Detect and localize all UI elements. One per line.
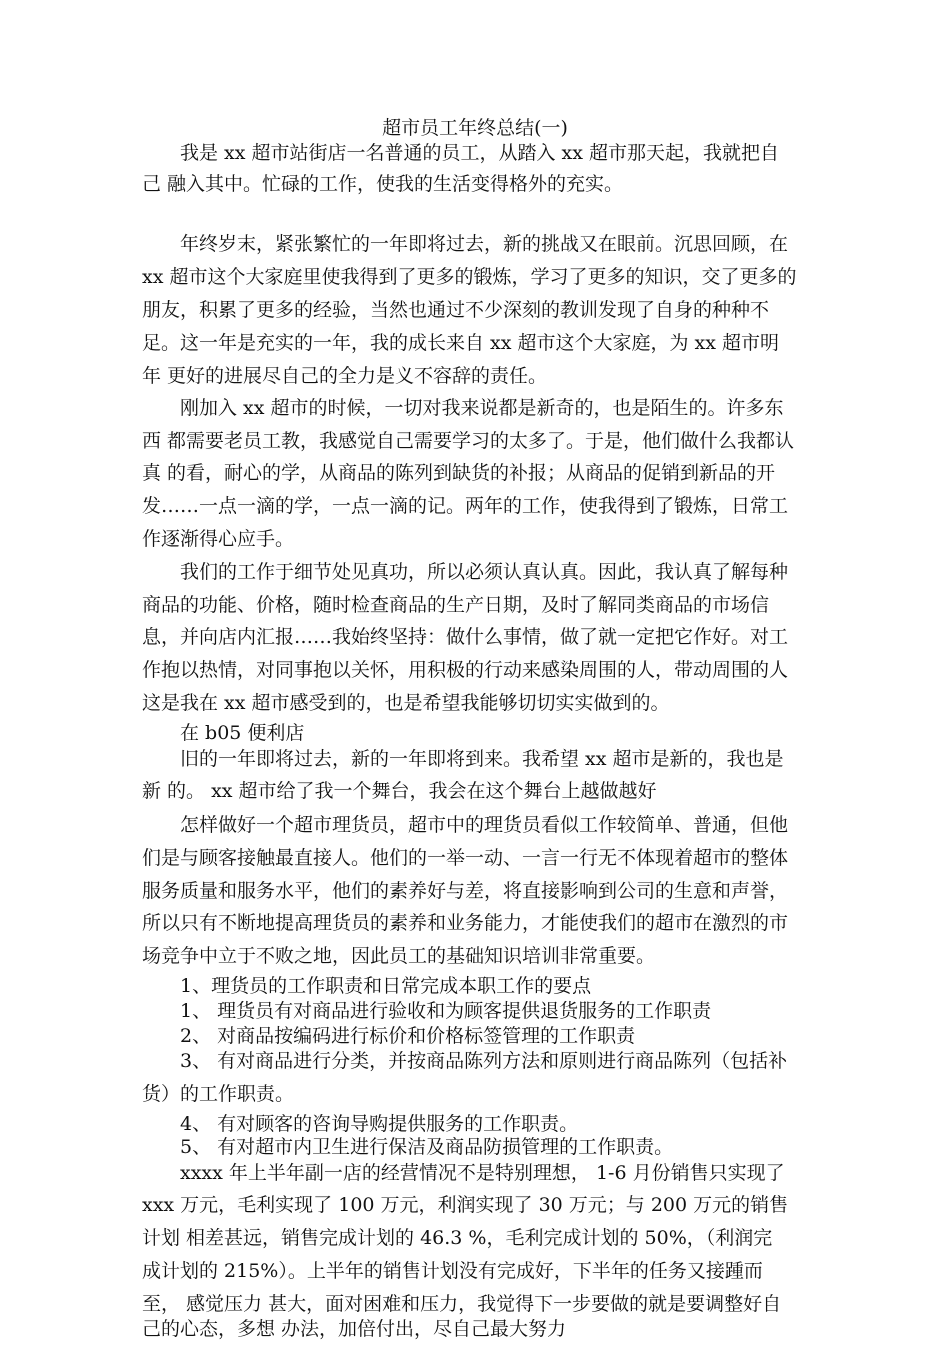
- text-line: 场竞争中立于不败之地，因此员工的基础知识培训非常重要。: [142, 945, 656, 967]
- text-line: 息，并向店内汇报……我始终坚持：做什么事情，做了就一定把它作好。对工: [142, 626, 789, 648]
- list-item: 2、 对商品按编码进行标价和价格标签管理的工作职责: [180, 1025, 636, 1047]
- text-line: 真 的看，耐心的学，从商品的陈列到缺货的补报；从商品的促销到新品的开: [142, 462, 776, 484]
- text-line: 新 的。 xx 超市给了我一个舞台，我会在这个舞台上越做越好: [142, 780, 657, 802]
- text-line: xxx 万元，毛利实现了 100 万元，利润实现了 30 万元；与 200 万元的销售: [142, 1194, 789, 1216]
- text-line: 足。这一年是充实的一年，我的成长来自 xx 超市这个大家庭，为 xx 超市明: [142, 332, 780, 354]
- text-line: 成计划的 215%）。上半年的销售计划没有完成好，下半年的任务又接踵而: [142, 1260, 763, 1282]
- text-line: 们是与顾客接触最直接人。他们的一举一动、一言一行无不体现着超市的整体: [142, 847, 789, 869]
- text-line: 计划 相差甚远，销售完成计划的 46.3 %，毛利完成计划的 50%，（利润完: [142, 1227, 773, 1249]
- text-line: 旧的一年即将过去，新的一年即将到来。我希望 xx 超市是新的，我也是: [180, 748, 784, 770]
- text-line: 发……一点一滴的学，一点一滴的记。两年的工作，使我得到了锻炼，日常工: [142, 495, 789, 517]
- text-line: 朋友，积累了更多的经验，当然也通过不少深刻的教训发现了自身的种种不: [142, 299, 770, 321]
- text-line: 这是我在 xx 超市感受到的，也是希望我能够切切实实做到的。: [142, 692, 670, 714]
- list-item: 4、 有对顾客的咨询导购提供服务的工作职责。: [180, 1113, 579, 1135]
- text-line: xx 超市这个大家庭里使我得到了更多的锻炼，学习了更多的知识，交了更多的: [142, 266, 797, 288]
- text-line: 年 更好的进展尽自己的全力是义不容辞的责任。: [142, 365, 548, 387]
- text-line: 在 b05 便利店: [180, 722, 305, 744]
- text-line: 己 融入其中。忙碌的工作，使我的生活变得格外的充实。: [142, 173, 624, 195]
- list-item: 5、 有对超市内卫生进行保洁及商品防损管理的工作职责。: [180, 1136, 674, 1158]
- text-line: 刚加入 xx 超市的时候，一切对我来说都是新奇的，也是陌生的。许多东: [180, 397, 784, 419]
- text-line: 年终岁末，紧张繁忙的一年即将过去，新的挑战又在眼前。沉思回顾，在: [180, 233, 789, 255]
- text-line: xxxx 年上半年副一店的经营情况不是特别理想， 1-6 月份销售只实现了: [180, 1162, 785, 1184]
- text-line: 货）的工作职责。: [142, 1083, 295, 1105]
- text-line: 怎样做好一个超市理货员，超市中的理货员看似工作较简单、普通，但他: [180, 814, 789, 836]
- text-line: 作抱以热情，对同事抱以关怀，用积极的行动来感染周围的人，带动周围的人: [142, 659, 789, 681]
- text-line: 我们的工作于细节处见真功，所以必须认真认真。因此，我认真了解每种: [180, 561, 789, 583]
- text-line: 所以只有不断地提高理货员的素养和业务能力，才能使我们的超市在激烈的市: [142, 912, 789, 934]
- text-line: 我是 xx 超市站街店一名普通的员工，从踏入 xx 超市那天起，我就把自: [180, 142, 780, 164]
- document-title: 超市员工年终总结(一): [382, 117, 568, 139]
- text-line: 西 都需要老员工教，我感觉自己需要学习的太多了。于是，他们做什么我都认: [142, 430, 795, 452]
- text-line: 服务质量和服务水平，他们的素养好与差，将直接影响到公司的生意和声誉，: [142, 880, 789, 902]
- text-line: 己的心态，多想 办法，加倍付出，尽自己最大努力: [142, 1318, 567, 1340]
- list-item: 1、 理货员有对商品进行验收和为顾客提供退货服务的工作职责: [180, 1000, 712, 1022]
- text-line: 商品的功能、价格，随时检查商品的生产日期，及时了解同类商品的市场信: [142, 594, 770, 616]
- text-line: 作逐渐得心应手。: [142, 528, 295, 550]
- list-item: 1、理货员的工作职责和日常完成本职工作的要点: [180, 975, 592, 997]
- list-item: 3、 有对商品进行分类，并按商品陈列方法和原则进行商品陈列（包括补: [180, 1050, 788, 1072]
- text-line: 至， 感觉压力 甚大，面对困难和压力，我觉得下一步要做的就是要调整好自: [142, 1293, 782, 1315]
